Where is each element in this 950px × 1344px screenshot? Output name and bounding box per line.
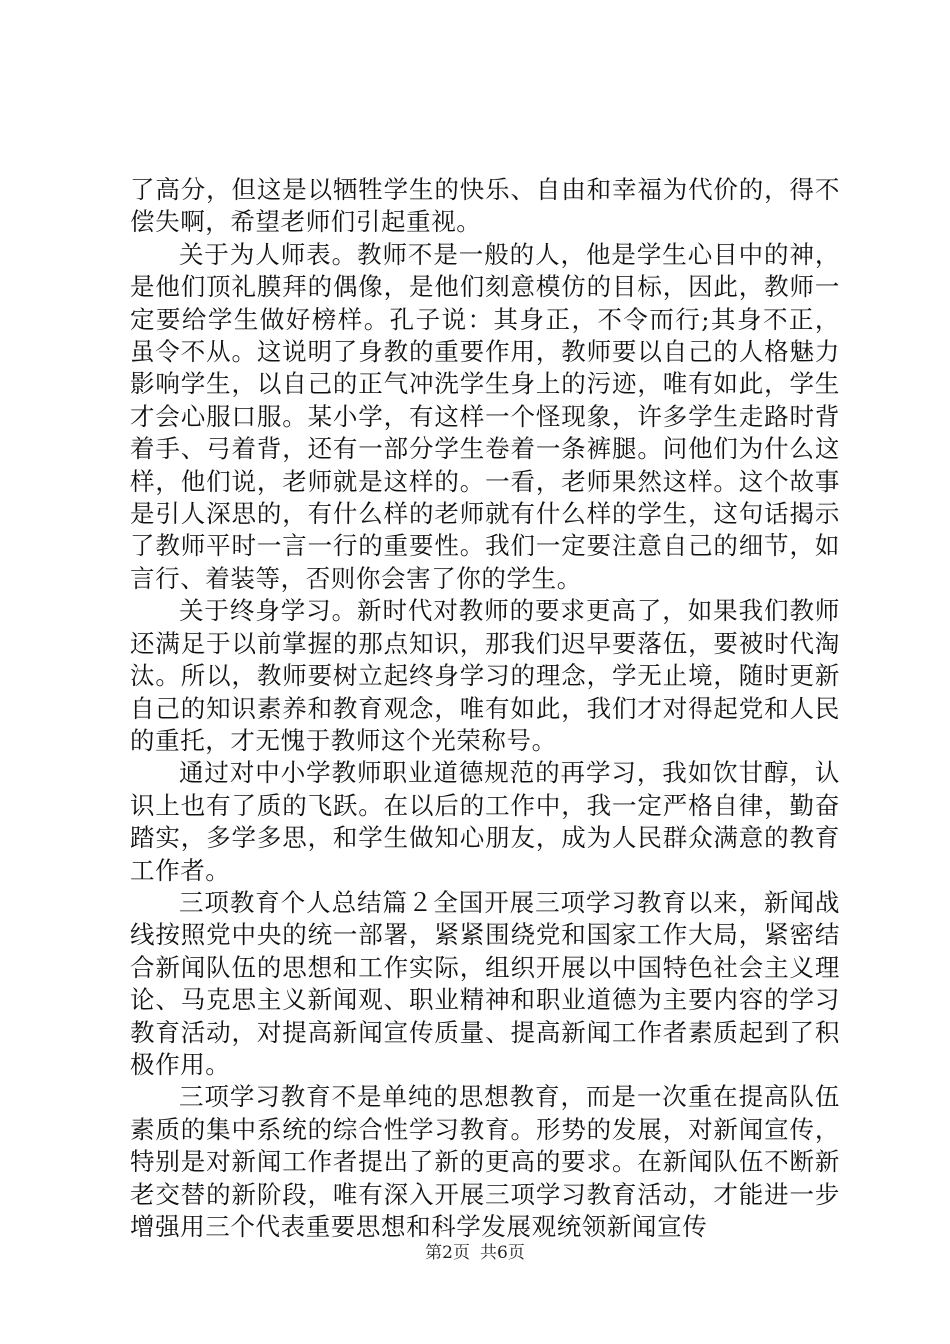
paragraph-summary-2: 三项教育个人总结篇２全国开展三项学习教育以来，新闻战线按照党中央的统一部署，紧紧围绕党和国家工作大局，紧密结合新闻队伍的思想和工作实际，组织开展以中国特色社会主义理论、马克思主义新闻观、职业精神和职业道德为主要内容的学习教育活动，对提高新闻宣传质量、提高新闻工作者素质起到了积极作用。 [130,887,840,1079]
page-number: 第2页 [425,1243,470,1263]
paragraph-three-education: 三项学习教育不是单纯的思想教育，而是一次重在提高队伍素质的集中系统的综合性学习教育。形势的发展，对新闻宣传，特别是对新闻工作者提出了新的更高的要求。在新闻队伍不断新老交替的新阶段，唯有深入开展三项学习教育活动，才能进一步增强用三个代表重要思想和科学发展观统领新闻宣传 [130,1082,840,1241]
paragraph-lifelong-learning: 关于终身学习。新时代对教师的要求更高了，如果我们教师还满足于以前掌握的那点知识，那我们迟早要落伍，要被时代淘汰。所以，教师要树立起终身学习的理念，学无止境，随时更新自己的知识素养和教育观念，唯有如此，我们才对得起党和人民的重托，才无愧于教师这个光荣称号。 [130,596,840,755]
paragraph-conclusion: 通过对中小学教师职业道德规范的再学习，我如饮甘醇，认识上也有了质的飞跃。在以后的工作中，我一定严格自律，勤奋踏实，多学多思，和学生做知心朋友，成为人民群众满意的教育工作者。 [130,758,840,885]
page-total: 共6页 [480,1243,525,1263]
document-body [130,174,840,1243]
paragraph-role-model: 关于为人师表。教师不是一般的人，他是学生心目中的神，是他们顶礼膜拜的偶像，是他们刻意模仿的目标，因此，教师一定要给学生做好榜样。孔子说：其身正，不令而行;其身不正，虽令不从。这说明了身教的重要作用，教师要以自己的人格魅力影响学生，以自己的正气冲洗学生身上的污迹，唯有如此，学生才会心服口服。某小学，有这样一个怪现象，许多学生走路时背着手、弓着背，还有一部分学生卷着一条裤腿。问他们为什么这样，他们说，老师就是这样的。一看，老师果然这样。这个故事是引人深思的，有什么样的老师就有什么样的学生，这句话揭示了教师平时一言一行的重要性。我们一定要注意自己的细节，如言行、着装等，否则你会害了你的学生。 [130,239,840,593]
page-footer [0,1238,950,1263]
paragraph-continued: 了高分，但这是以牺牲学生的快乐、自由和幸福为代价的，得不偿失啊，希望老师们引起重视。 [130,175,840,237]
